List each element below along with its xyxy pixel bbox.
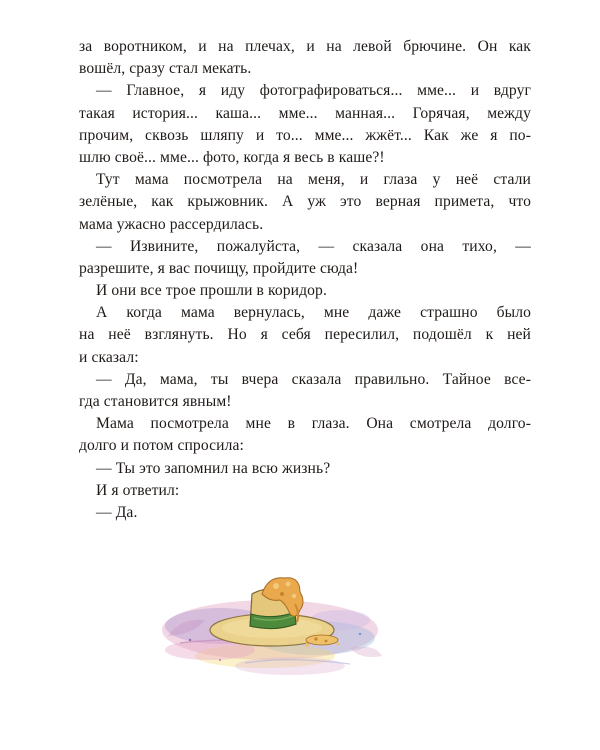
text-line: — Да. <box>96 503 138 521</box>
text-line: гда становится явным! <box>79 393 232 410</box>
text-line: зелёные, как крыжовник. А уж это верная примета, что <box>79 193 531 211</box>
text-line: вошёл, сразу стал мекать. <box>79 60 252 78</box>
text-line: И я ответил: <box>96 481 180 499</box>
text-line: прочим, сквозь шляпу и то... мме... жжёт... Как же я по- <box>79 126 531 144</box>
text-line: за воротником, и на плечах, и на левой брючине. Он как <box>79 38 531 55</box>
text-line: мама ужасно рассердилась. <box>79 215 264 233</box>
text-line: Тут мама посмотрела на меня, и глаза у неё стали <box>96 171 531 189</box>
hat-with-porridge-icon <box>150 548 390 683</box>
story-text <box>79 36 531 524</box>
text-line: Мама посмотрела мне в глаза. Она смотрела долго- <box>96 415 531 433</box>
text-line: долго и потом спросила: <box>79 437 244 455</box>
text-line: — Главное, я иду фотографироваться... мме... и вдруг <box>96 82 531 100</box>
text-line: и сказал: <box>79 348 139 366</box>
text-line: разрешите, я вас почищу, пройдите сюда! <box>79 259 359 277</box>
text-line: на неё взглянуть. Но я себя пересилил, подошёл к ней <box>79 326 531 344</box>
text-line: такая история... каша... мме... манная... Горячая, между <box>79 104 531 122</box>
text-line: — Извините, пожалуйста, — сказала она тихо, — <box>96 237 531 255</box>
text-line: — Ты это запомнил на всю жизнь? <box>96 459 331 477</box>
text-line: — Да, мама, ты вчера сказала правильно. Тайное все- <box>96 370 531 388</box>
text-line: шлю своё... мме... фото, когда я весь в каше?! <box>79 148 385 166</box>
text-line: И они все трое прошли в коридор. <box>96 282 327 300</box>
text-line: А когда мама вернулась, мне даже страшно было <box>96 304 531 322</box>
